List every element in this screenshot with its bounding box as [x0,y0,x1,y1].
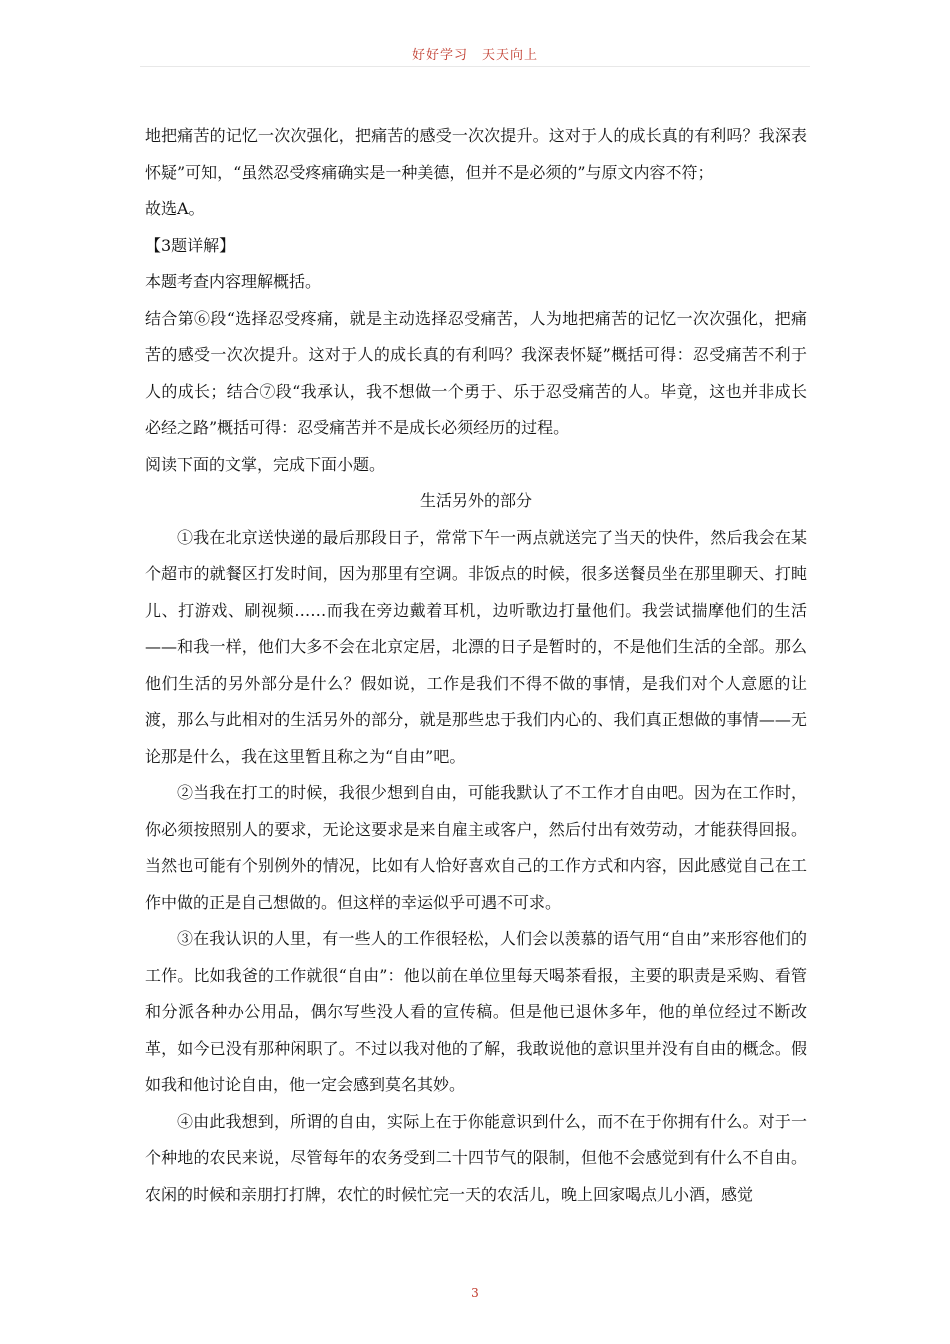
document-body [145,118,807,1213]
reading-instruction: 阅读下面的文掌，完成下面小题。 [145,454,386,474]
article-paragraph-4: ④由此我想到，所谓的自由，实际上在于你能意识到什么，而不在于你拥有什么。对于一个种地的农民来说，尽管每年的农务受到二十四节气的限制，但他不会感觉到有什么不自由。农闲的时候和亲朋打打牌，农忙的时候忙完一天的农活儿，晚上回家喝点儿小酒，感觉 [145,1111,807,1204]
question-3-explanation: 结合第⑥段“选择忍受疼痛，就是主动选择忍受痛苦，人为地把痛苦的记忆一次次强化，把痛苦的感受一次次提升。这对于人的成长真的有利吗？我深表怀疑”概括可得：忍受痛苦不利于人的成长；结合⑦段“我承认，我不想做一个勇于、乐于忍受痛苦的人。毕竟，这也并非成长必经之路”概括可得：忍受痛苦并不是成长必须经历的过程。 [145,308,807,437]
page-header: 好好学习 天天向上 [411,48,538,63]
article-paragraph-2: ②当我在打工的时候，我很少想到自由，可能我默认了不工作才自由吧。因为在工作时，你必须按照别人的要求，无论这要求是来自雇主或客户，然后付出有效劳动，才能获得回报。当然也可能有个别例外的情况，比如有人恰好喜欢自己的工作方式和内容，因此感觉自己在工作中做的正是自己想做的。但这样的幸运似乎可遇不可求。 [145,783,807,912]
article-paragraph-3: ③在我认识的人里，有一些人的工作很轻松，人们会以羡慕的语气用“自由”来形容他们的工作。比如我爸的工作就很“自由”：他以前在单位里每天喝茶看报，主要的职责是采购、看管和分派各种办公用品，偶尔写些没人看的宣传稿。但是他已退休多年，他的单位经过不断改革，如今已没有那种闲职了。不过以我对他的了解，我敢说他的意识里并没有自由的概念。假如我和他讨论自由，他一定会感到莫名其妙。 [145,929,807,1094]
header-divider [140,66,810,67]
answer-explanation-continued: 地把痛苦的记忆一次次强化，把痛苦的感受一次次提升。这对于人的成长真的有利吗？我深表怀疑”可知，“虽然忍受疼痛确实是一种美德，但并不是必须的”与原文内容不符； [145,126,807,182]
answer-choice: 故选A。 [145,199,205,218]
article-title: 生活另外的部分 [419,491,532,510]
article-paragraph-1: ①我在北京送快递的最后那段日子，常常下午一两点就送完了当天的快件，然后我会在某个超市的就餐区打发时间，因为那里有空调。非饭点的时候，很多送餐员坐在那里聊天、打盹儿、打游戏、刷视频……而我在旁边戴着耳机，边听歌边打量他们。我尝试揣摩他们的生活——和我一样，他们大多不会在北京定居，北漂的日子是暂时的，不是他们生活的全部。那么他们生活的另外部分是什么？假如说，工作是我们不得不做的事情，是我们对个人意愿的让渡，那么与此相对的生活另外的部分，就是那些忠于我们内心的、我们真正想做的事情——无论那是什么，我在这里暂且称之为“自由”吧。 [145,527,807,766]
page-number: 3 [471,1286,479,1300]
question-3-intro: 本题考查内容理解概括。 [145,272,322,291]
question-3-heading: 【3题详解】 [145,235,236,255]
